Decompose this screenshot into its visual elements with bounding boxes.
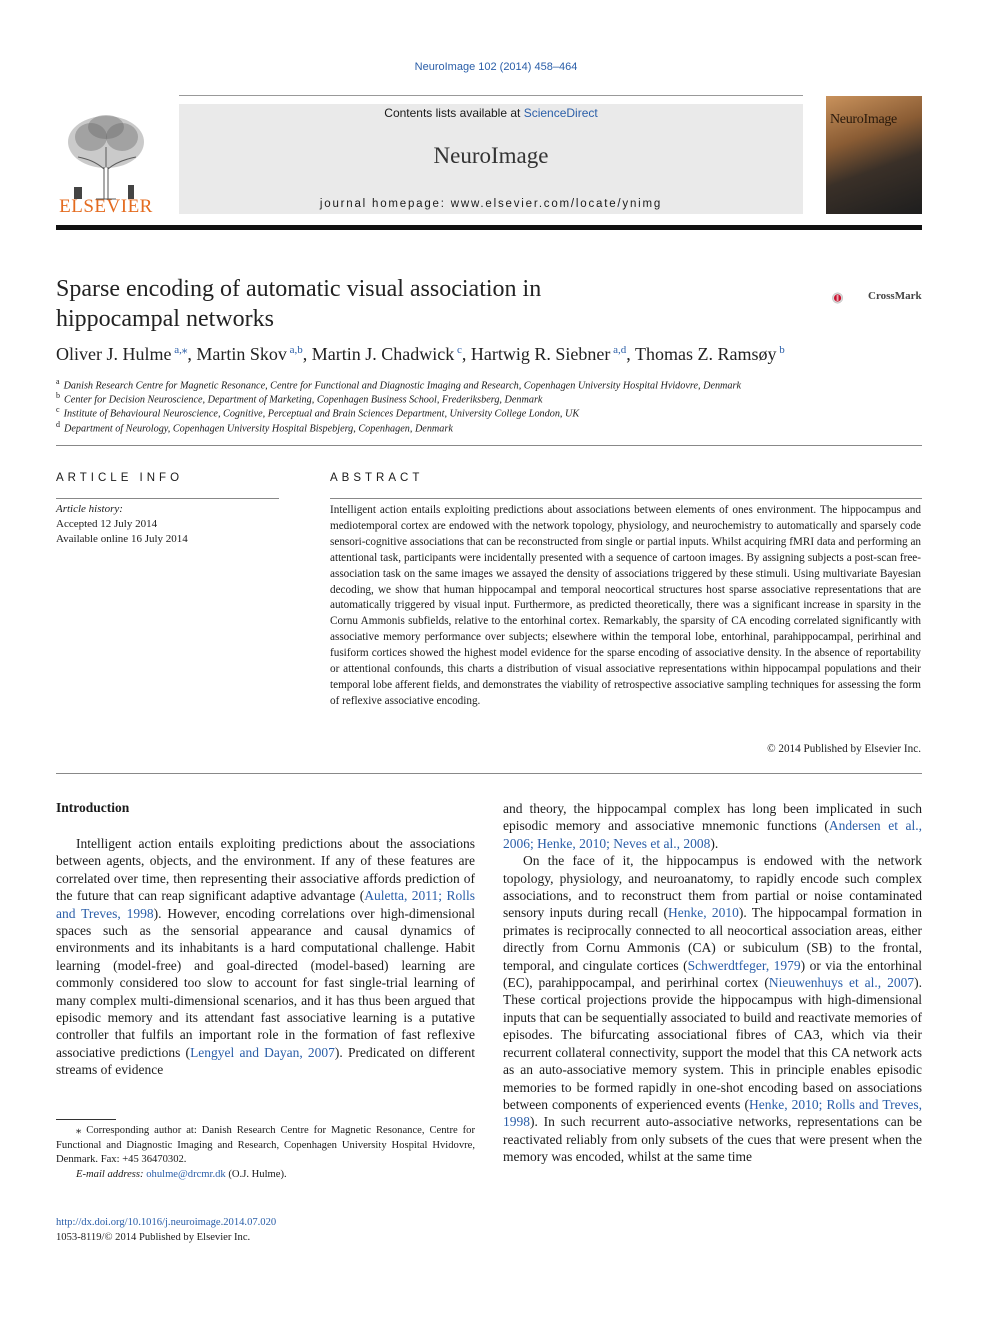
crossmark-icon[interactable]: [832, 280, 868, 316]
online-date: Available online 16 July 2014: [56, 533, 188, 545]
author-name: Martin Skov: [196, 344, 287, 364]
abstract-rule: [330, 498, 922, 499]
author-email-link[interactable]: ohulme@drcmr.dk: [146, 1168, 226, 1180]
intro-left-column: [56, 835, 475, 1079]
author-name: Martin J. Chadwick: [311, 344, 455, 364]
citation-link[interactable]: Nieuwenhuys et al., 2007: [768, 975, 915, 991]
corresponding-author-footnote: [56, 1124, 475, 1182]
journal-homepage[interactable]: journal homepage: www.elsevier.com/locate/ynimg: [319, 198, 663, 210]
author-affiliation-marker[interactable]: b: [776, 344, 785, 356]
article-history-label: Article history:: [56, 503, 123, 515]
header-top-rule: [179, 95, 803, 96]
journal-cover-image: [826, 96, 922, 214]
abstract-copyright: © 2014 Published by Elsevier Inc.: [767, 743, 921, 755]
citation-link[interactable]: Andersen et al., 2006; Henke, 2010; Neves et al., 2008: [503, 818, 923, 851]
affiliation-c: $^c$ Institute of Behavioural Neuroscience, Cognitive, Perceptual and Brain Sciences Department, University College London, UK: [56, 405, 580, 420]
citation-link[interactable]: Lengyel and Dayan, 2007: [190, 1044, 335, 1060]
introduction-heading: Introduction: [56, 800, 130, 815]
crossmark-label[interactable]: CrossMark: [868, 290, 922, 302]
citation-link[interactable]: Henke, 2010; Rolls and Treves, 1998: [503, 1096, 922, 1130]
header-thick-rule: [56, 225, 922, 230]
doi-link[interactable]: http://dx.doi.org/10.1016/j.neuroimage.2014.07.020: [56, 1217, 277, 1228]
rule-under-abstract: [56, 773, 922, 774]
article-info-heading: ARTICLE INFO: [56, 472, 184, 484]
author-name: Thomas Z. Ramsøy: [634, 344, 777, 364]
author-name: Hartwig R. Siebner: [470, 344, 611, 364]
contents-line: Contents lists available at ScienceDirect: [384, 106, 598, 120]
citation-link[interactable]: Auletta, 2011; Rolls and Treves, 1998: [56, 888, 475, 921]
intro-paragraph-continued: and theory, the hippocampal complex has long been implicated in such episodic memory and associative mnemonic functions (Andersen et al., 2006; Henke, 2010; Neves et al., 2008).: [503, 801, 923, 851]
article-footer: [56, 1215, 276, 1245]
citation-link[interactable]: Henke, 2010: [668, 905, 739, 921]
elsevier-wordmark: ELSEVIER: [59, 196, 153, 217]
author-affiliation-marker[interactable]: a,d: [610, 344, 627, 356]
abstract-heading: ABSTRACT: [330, 472, 424, 484]
author-list: Oliver J. Hulme $^{a,⁎}$, Martin Skov $^{a,b}$, Martin J. Chadwick $^c$, Hartwig R. Siebner $^{a,d}$, Thomas Z. Ramsøy $^b$: [56, 344, 785, 364]
affiliation-b: $^b$ Center for Decision Neuroscience, Department of Marketing, Copenhagen Business School, Frederiksberg, Denmark: [56, 391, 543, 406]
rule-under-affiliations: [56, 445, 922, 446]
corresponding-author-text: ⁎ Corresponding author at: Danish Research Centre for Magnetic Resonance, Centre for Functional and Diagnostic Imaging and Research, Copenhagen University Hospital Hvidovre, Denmark. Fax: +45 36470302.: [56, 1125, 475, 1165]
citation-link[interactable]: Schwerdtfeger, 1979: [687, 957, 801, 973]
intro-paragraph-2: On the face of it, the hippocampus is endowed with the network topology, physiology, and neuroanatomy, to rapidly encode such complex associations, and to reconstruct them from partial or noise contaminated sensory inputs during recall (Henke, 2010). The hippocampal formation in primates is reciprocally connected to all neocortical association areas, either directly from Cornu Ammonis (CA) or subiculum (SB) to the frontal, temporal, and cingulate cortices (Schwerdtfeger, 1979) or via the entorhinal (EC), parahippocampal, and perirhinal cortex (Nieuwenhuys et al., 2007). These cortical projections provide the hippocampus with high-dimensional inputs that can be sequentially associated to build and reactivate memories of episodes. The bifurcating associational fibres of CA3, which via their recurrent collateral connectivity, support the model that this CA network acts as an auto-associative memory system. This in principle enables episodic memories to be formed rapidly in one-shot encoding based on associations between components of experienced events (Henke, 2010; Rolls and Treves, 1998). In such recurrent auto-associative networks, representations can be reactivated reliably from only subsets of the cues that were present when the memory was encoded, whilst at the same time: [503, 853, 922, 1165]
abstract-text: Intelligent action entails exploiting predictions about associations between elements of ones environment. The hippocampus and mediotemporal cortex are endowed with the network topology, physiology, and neurochemistry to automatically and sparsely code sensori-cognitive associations that can be reconstructed from single or partial inputs. Whilst acquiring fMRI data and performing an attentional task, participants were incidentally presented with a sequence of cartoon images. By assigning subjects a post-scan free-association task on the same images we assayed the density of associations triggered by these stimuli. Using multivariate Bayesian decoding, we show that human hippocampal and temporal neocortical structures host sparse associative representations that are automatically triggered by visual input. Furthermore, as predicted theoretically, there was a significant increase in sparsity in the Cornu Ammonis subfields, relative to the entorhinal cortex. Remarkably, the sparsity of CA encoding correlated significantly with associative memory performance over subjects; elsewhere within the temporal lobe, entorhinal, parahippocampal, perirhinal and fusiform cortices showed the highest model evidence for the sparse encoding of associative density. In the absence of reportability or attentional confounds, this charts a distribution of visual associative representations within hippocampal populations and their temporal lobe afferent fields, and demonstrates the viability of retrospective associative sampling techniques for assessing the form of reflexive associative encoding.: [330, 504, 921, 707]
sciencedirect-link[interactable]: ScienceDirect: [523, 106, 598, 120]
journal-citation[interactable]: NeuroImage 102 (2014) 458–464: [414, 61, 578, 73]
email-line: E-mail address: ohulme@drcmr.dk (O.J. Hulme).: [76, 1168, 287, 1180]
accepted-date: Accepted 12 July 2014: [56, 518, 158, 530]
author-affiliation-marker[interactable]: a,b: [286, 344, 303, 356]
issn-line: 1053-8119/© 2014 Published by Elsevier Inc.: [56, 1232, 251, 1243]
affiliation-d: $^d$ Department of Neurology, Copenhagen University Hospital Bispebjerg, Copenhagen, Denmark: [56, 420, 453, 435]
article-info-rule: [56, 498, 279, 499]
author-name: Oliver J. Hulme: [56, 344, 172, 364]
author-affiliation-marker[interactable]: c: [454, 344, 462, 356]
author-affiliation-marker[interactable]: a,⁎: [171, 344, 188, 356]
journal-name: NeuroImage: [433, 143, 549, 168]
affiliation-a: $^a$ Danish Research Centre for Magnetic Resonance, Centre for Functional and Diagnostic Imaging and Research, Copenhagen University Hospital Hvidovre, Denmark: [56, 377, 741, 392]
article-title: Sparse encoding of automatic visual association in hippocampal networks: [56, 276, 542, 332]
intro-paragraph-1: Intelligent action entails exploiting predictions about the associations between agents, objects, and the environment. If any of these features are correlated over time, then representing their associative affords prediction of the future that can reap significant adaptive advantage (Auletta, 2011; Rolls and Treves, 1998). However, encoding correlations over high-dimensional spaces such as the sensorial appearance and causal dynamics of environments and its inhabitants is a hard computational challenge. Habit learning (model-free) and goal-directed (model-based) learning are commonly considered too slow to account for fast single-trial learning of many complex multi-dimensional scenarios, and it has thus been argued that episodic memory and its attendant fast associative learning is a putative controller that fulfils an important role in the formation of fast reflexive associative predictions (Lengyel and Dayan, 2007). Predicated on different streams of evidence: [56, 836, 475, 1078]
footnote-rule: [56, 1119, 116, 1120]
cover-title: NeuroImage: [830, 112, 897, 127]
intro-right-column: [503, 800, 922, 1166]
